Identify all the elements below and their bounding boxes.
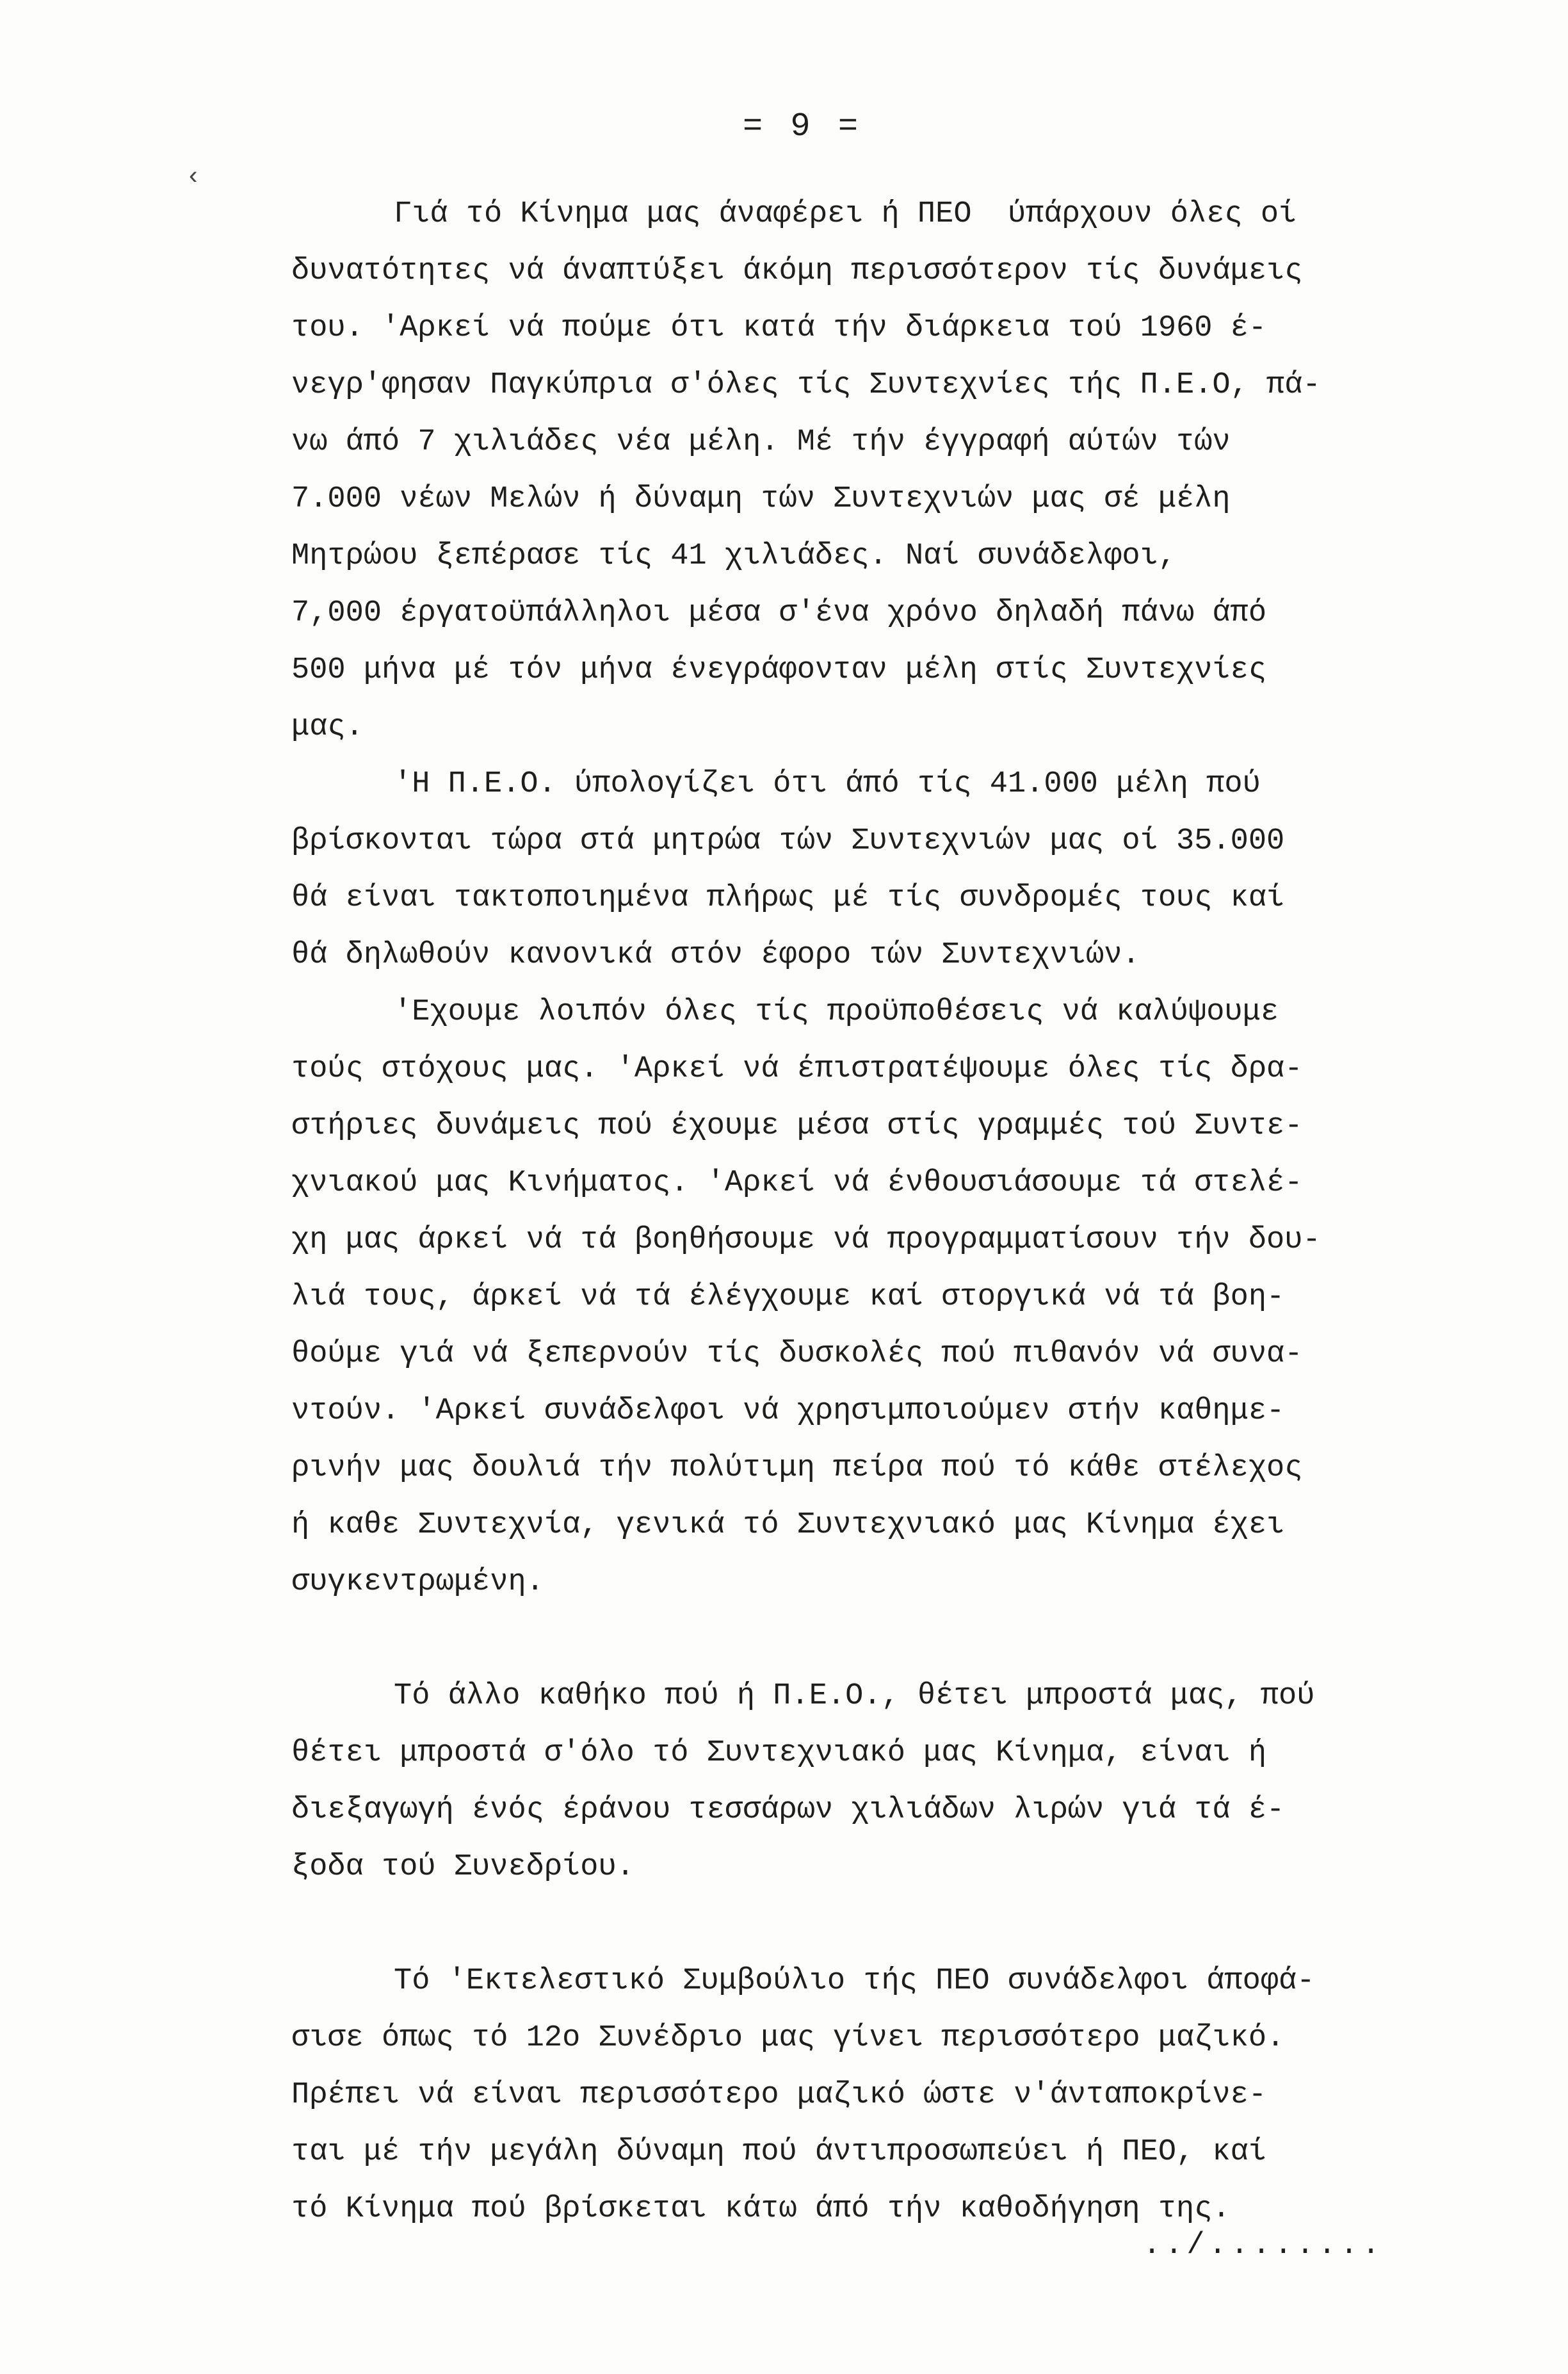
text-line: 'Η Π.Ε.Ο. ύπολογίζει ότι άπό τίς 41.000 μέλη πού	[394, 767, 1261, 801]
text-line: χη μας άρκεί νά τά βοηθήσουμε νά προγραμματίσουν τήν δου-	[291, 1223, 1321, 1257]
page-number: = 9 =	[743, 108, 862, 145]
continuation-mark: ../........	[1143, 2229, 1384, 2263]
text-line: θά δηλωθούν κανονικά στόν έφορο τών Συντεχνιών.	[291, 938, 1140, 972]
text-line: στήριες δυνάμεις πού έχουμε μέσα στίς γραμμές τού Συντε-	[291, 1109, 1303, 1143]
paragraph-2	[291, 756, 1437, 984]
text-line: λιά τους, άρκεί νά τά έλέγχουμε καί στοργικά νά τά βοη-	[291, 1280, 1285, 1314]
text-line: νεγρ'φησαν Παγκύπρια σ'όλες τίς Συντεχνίες τής Π.Ε.Ο, πά-	[291, 368, 1321, 402]
text-line: 7.000 νέων Μελών ή δύναμη τών Συντεχνιών μας σέ μέλη	[291, 482, 1231, 516]
text-line: Γιά τό Κίνημα μας άναφέρει ή ΠΕΟ ύπάρχουν όλες οί	[394, 197, 1297, 231]
text-line: Πρέπει νά είναι περισσότερο μαζικό ώστε ν'άνταποκρίνε-	[291, 2078, 1267, 2112]
text-line: θά είναι τακτοποιημένα πλήρως μέ τίς συνδρομές τους καί	[291, 881, 1285, 915]
paragraph-gap	[291, 1896, 1437, 1953]
text-line: διεξαγωγή ένός έράνου τεσσάρων χιλιάδων λιρών γιά τά έ-	[291, 1793, 1285, 1827]
text-line: Τό 'Εκτελεστικό Συμβούλιο τής ΠΕΟ συνάδελφοι άποφά-	[394, 1964, 1315, 1998]
text-line: Μητρώου ξεπέρασε τίς 41 χιλιάδες. Ναί συνάδελφοι,	[291, 539, 1177, 573]
paragraph-5	[291, 1953, 1437, 2238]
text-line: 'Εχουμε λοιπόν όλες τίς προϋποθέσεις νά καλύψουμε	[394, 995, 1279, 1029]
margin-mark: ‹	[186, 163, 202, 192]
text-line: θούμε γιά νά ξεπερνούν τίς δυσκολές πού πιθανόν νά συνα-	[291, 1337, 1303, 1371]
paragraph-gap	[291, 1611, 1437, 1668]
text-line: νω άπό 7 χιλιάδες νέα μέλη. Μέ τήν έγγραφή αύτών τών	[291, 425, 1231, 459]
text-line: 7,000 έργατοϋπάλληλοι μέσα σ'ένα χρόνο δηλαδή πάνω άπό	[291, 596, 1267, 630]
text-line: ται μέ τήν μεγάλη δύναμη πού άντιπροσωπεύει ή ΠΕΟ, καί	[291, 2135, 1267, 2169]
text-line: ξοδα τού Συνεδρίου.	[291, 1850, 634, 1884]
paragraph-3	[291, 984, 1437, 1611]
paragraph-4	[291, 1668, 1437, 1896]
text-line: του. 'Αρκεί νά πούμε ότι κατά τήν διάρκεια τού 1960 έ-	[291, 311, 1267, 345]
text-line: συγκεντρωμένη.	[291, 1565, 544, 1599]
text-line: 500 μήνα μέ τόν μήνα ένεγράφονταν μέλη στίς Συντεχνίες	[291, 653, 1267, 687]
text-line: Τό άλλο καθήκο πού ή Π.Ε.Ο., θέτει μπροστά μας, πού	[394, 1679, 1315, 1713]
text-line: θέτει μπροστά σ'όλο τό Συντεχνιακό μας Κίνημα, είναι ή	[291, 1736, 1267, 1770]
paragraph-1	[291, 186, 1437, 756]
text-line: δυνατότητες νά άναπτύξει άκόμη περισσότερον τίς δυνάμεις	[291, 254, 1303, 288]
body-text	[291, 186, 1437, 2238]
text-line: ντούν. 'Αρκεί συνάδελφοι νά χρησιμποιούμεν στήν καθημε-	[291, 1394, 1285, 1428]
text-line: ρινήν μας δουλιά τήν πολύτιμη πείρα πού τό κάθε στέλεχος	[291, 1451, 1303, 1485]
text-line: μας.	[291, 710, 364, 744]
text-line: χνιακού μας Κινήματος. 'Αρκεί νά ένθουσιάσουμε τά στελέ-	[291, 1166, 1303, 1200]
text-line: ή καθε Συντεχνία, γενικά τό Συντεχνιακό μας Κίνημα έχει	[291, 1508, 1285, 1542]
text-line: σισε όπως τό 12ο Συνέδριο μας γίνει περισσότερο μαζικό.	[291, 2021, 1285, 2055]
text-line: βρίσκονται τώρα στά μητρώα τών Συντεχνιών μας οί 35.000	[291, 824, 1285, 858]
text-line: τό Κίνημα πού βρίσκεται κάτω άπό τήν καθοδήγηση της.	[291, 2192, 1231, 2226]
text-line: τούς στόχους μας. 'Αρκεί νά έπιστρατέψουμε όλες τίς δρα-	[291, 1052, 1303, 1086]
